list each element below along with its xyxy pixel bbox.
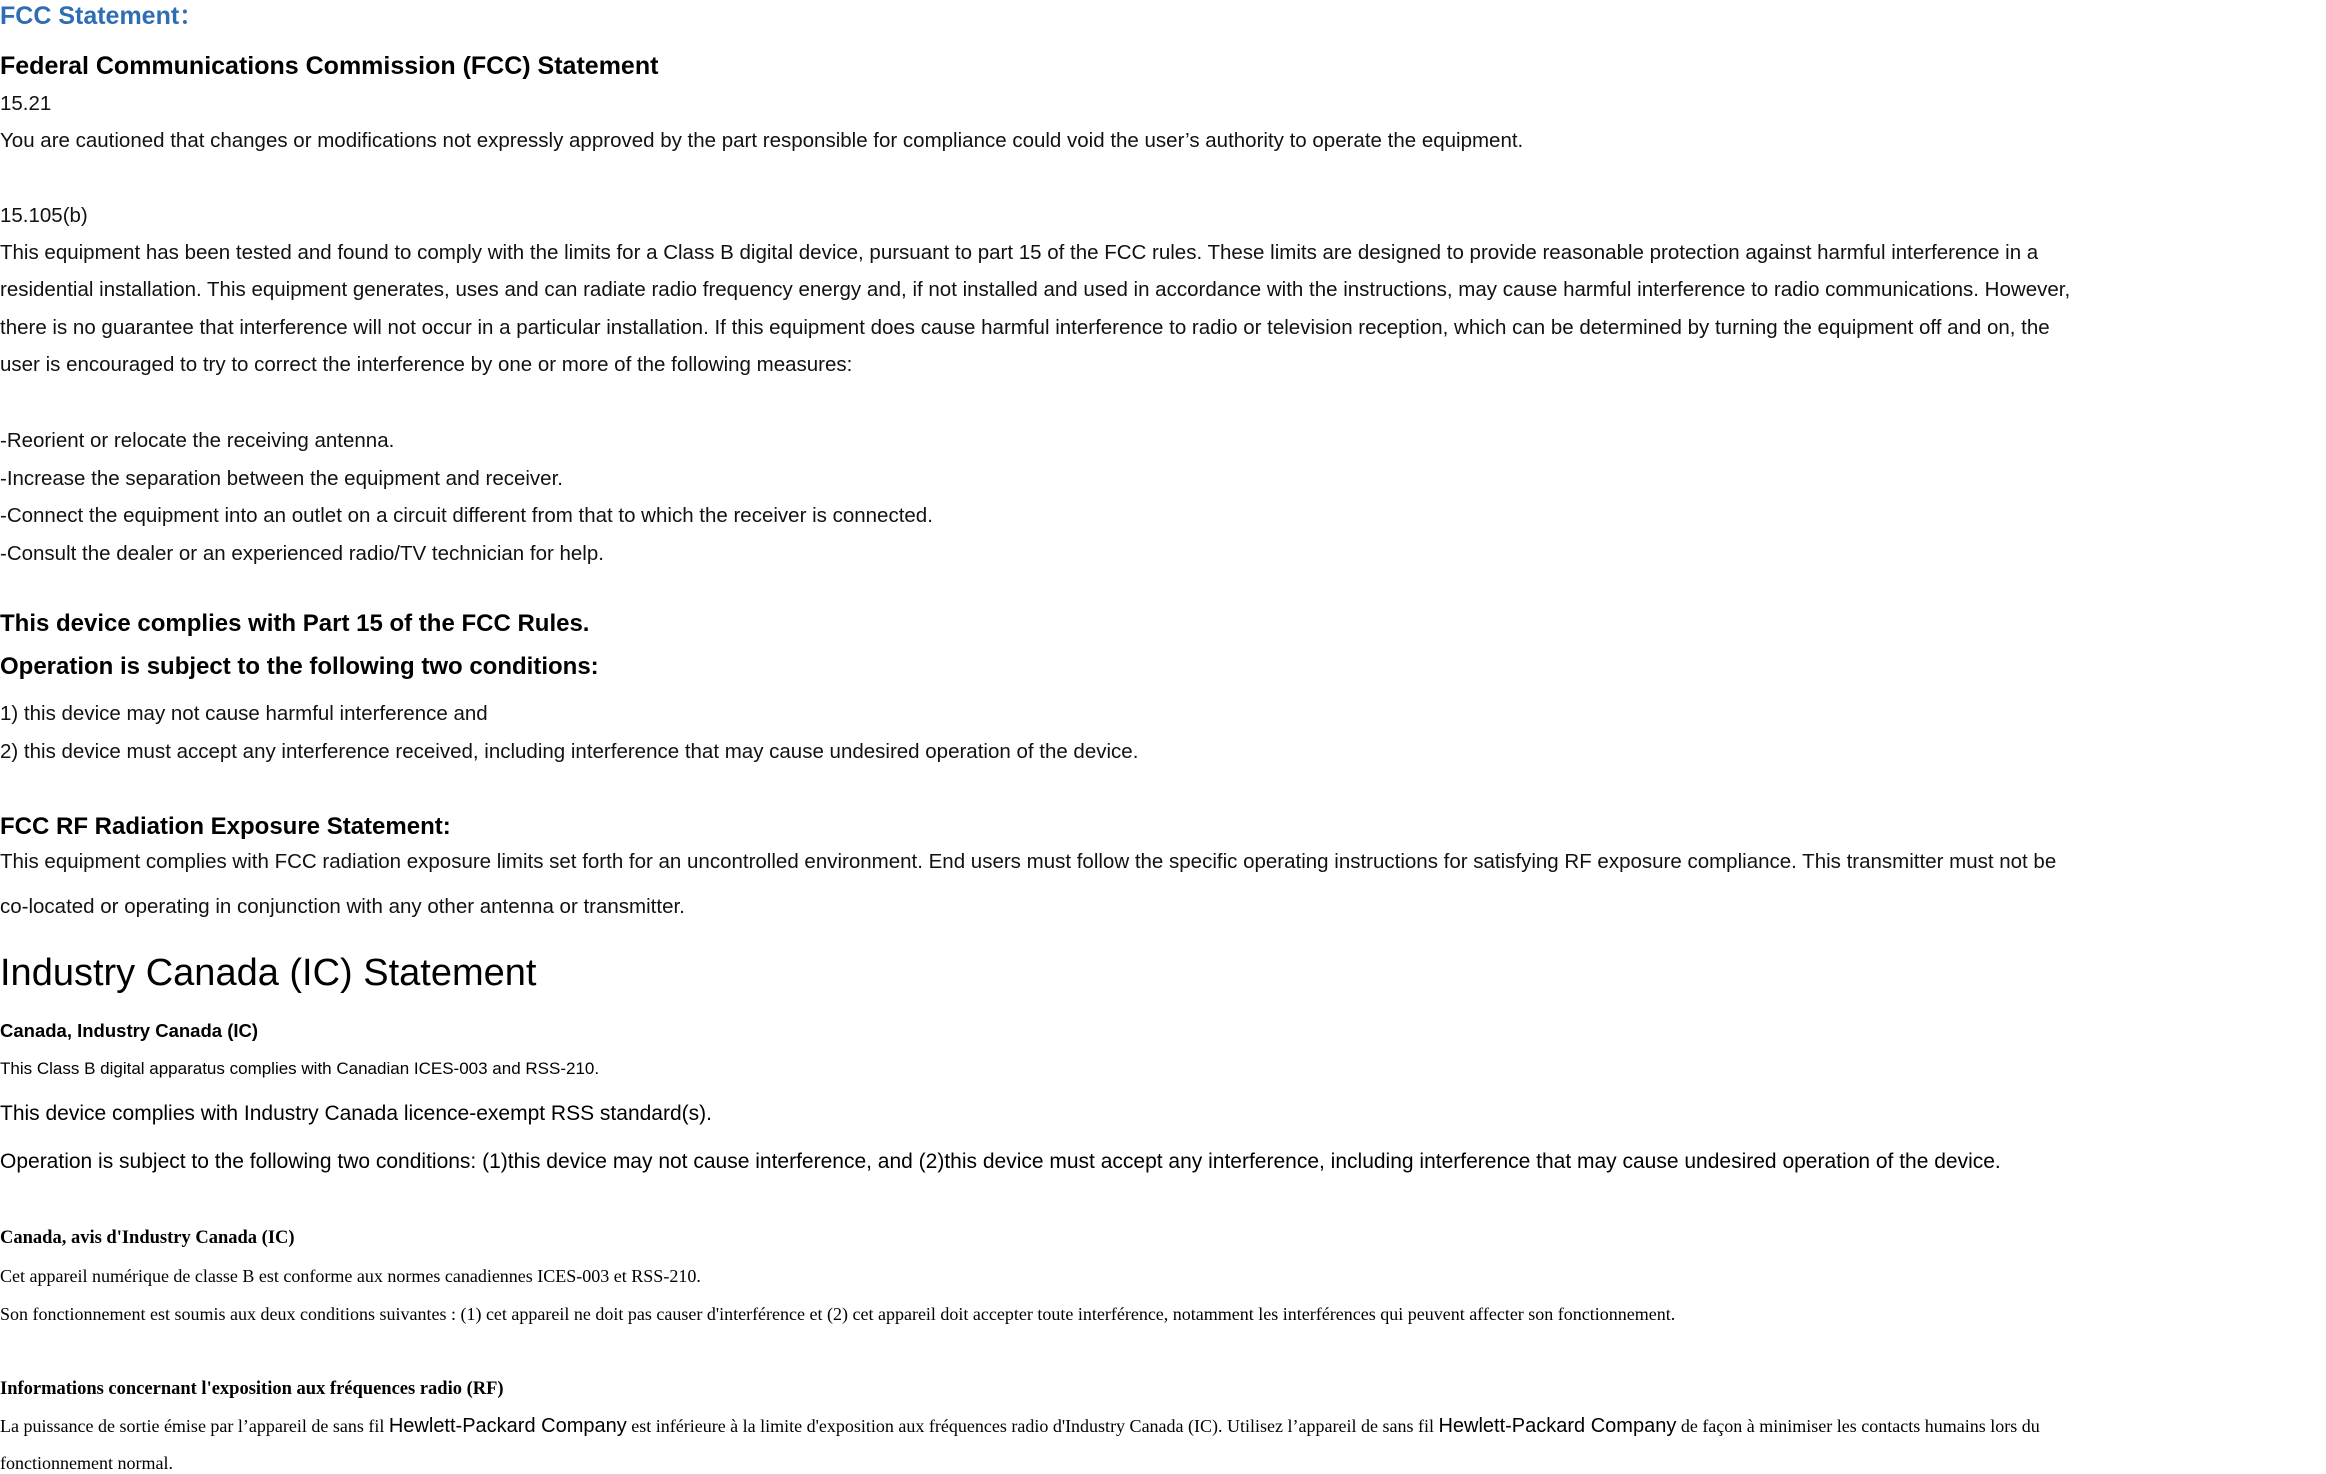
ic-subheading: Canada, Industry Canada (IC) bbox=[0, 1020, 259, 1041]
complies-heading: This device complies with Part 15 of the FCC Rules. bbox=[0, 610, 590, 637]
ic-fr-heading: Canada, avis d'Industry Canada (IC) bbox=[0, 1228, 295, 1248]
measure-item: -Connect the equipment into an outlet on a circuit different from that to which the receiver is connected. bbox=[0, 504, 933, 527]
fcc-title: Federal Communications Commission (FCC) Statement bbox=[0, 52, 659, 80]
ic-title: Industry Canada (IC) Statement bbox=[0, 952, 537, 994]
para-line: residential installation. This equipment generates, uses and can radiate radio frequency energy and, if not installed and used in accordance with the instructions, may cause harmful interference to radio communications. However, bbox=[0, 278, 2071, 301]
rf-fr-last: fonctionnement normal. bbox=[0, 1453, 173, 1473]
condition-item: 1) this device may not cause harmful interference and bbox=[0, 702, 488, 725]
rf-fr-heading: Informations concernant l'exposition aux fréquences radio (RF) bbox=[0, 1379, 504, 1399]
ic-fr-class-b: Cet appareil numérique de classe B est conforme aux normes canadiennes ICES-003 et RSS-210. bbox=[0, 1266, 701, 1286]
rf-fr-part2: est inférieure à la limite d'exposition aux fréquences radio d'Industry Canada (IC). Utilisez l’appareil de sans fil bbox=[626, 1416, 1439, 1436]
rf-fr-part3: de façon à minimiser les contacts humains lors du bbox=[1676, 1416, 2040, 1436]
ic-operation: Operation is subject to the following two conditions: (1)this device may not cause interference, and (2)this device must accept any interference, including interference that may cause undesired operation of the device. bbox=[0, 1150, 2001, 1173]
rf-fr-part1: La puissance de sortie émise par l’appareil de sans fil bbox=[0, 1416, 389, 1436]
rf-line: This equipment complies with FCC radiation exposure limits set forth for an uncontrolled environment. End users must follow the specific operating instructions for satisfying RF exposure compliance. This transmitter must not be bbox=[0, 850, 2057, 873]
rf-line: co-located or operating in conjunction with any other antenna or transmitter. bbox=[0, 895, 685, 918]
rf-fr-line bbox=[0, 1415, 2040, 1438]
ic-fr-operation: Son fonctionnement est soumis aux deux conditions suivantes : (1) cet appareil ne doit pas causer d'interférence et (2) cet appareil doit accepter toute interférence, notamment les interférences qui peuvent affecter son fonctionnement. bbox=[0, 1304, 1676, 1324]
measure-item: -Increase the separation between the equipment and receiver. bbox=[0, 467, 563, 490]
ic-licence: This device complies with Industry Canada licence-exempt RSS standard(s). bbox=[0, 1102, 712, 1125]
ic-class-b: This Class B digital apparatus complies with Canadian ICES-003 and RSS-210. bbox=[0, 1059, 600, 1078]
para-line: there is no guarantee that interference will not occur in a particular installation. If this equipment does cause harmful interference to radio or television reception, which can be determined by turning the equipment off and on, the bbox=[0, 316, 2050, 339]
measure-item: -Reorient or relocate the receiving antenna. bbox=[0, 429, 395, 452]
rule-15-21: 15.21 bbox=[0, 92, 52, 115]
rule-15-105b: 15.105(b) bbox=[0, 204, 88, 227]
measure-item: -Consult the dealer or an experienced radio/TV technician for help. bbox=[0, 542, 604, 565]
para-line: user is encouraged to try to correct the interference by one or more of the following measures: bbox=[0, 353, 853, 376]
caution-text: You are cautioned that changes or modifications not expressly approved by the part responsible for compliance could void the user’s authority to operate the equipment. bbox=[0, 129, 1524, 152]
rf-heading: FCC RF Radiation Exposure Statement: bbox=[0, 813, 451, 840]
fcc-section-heading: FCC Statement： bbox=[0, 2, 205, 30]
para-line: This equipment has been tested and found to comply with the limits for a Class B digital device, pursuant to part 15 of the FCC rules. These limits are designed to provide reasonable protection against harmful interference in a bbox=[0, 241, 2039, 264]
condition-item: 2) this device must accept any interference received, including interference that may cause undesired operation of the device. bbox=[0, 740, 1139, 763]
conditions-heading: Operation is subject to the following two conditions: bbox=[0, 653, 599, 680]
company-name: Hewlett-Packard Company bbox=[1438, 1415, 1677, 1437]
company-name: Hewlett-Packard Company bbox=[388, 1415, 627, 1437]
